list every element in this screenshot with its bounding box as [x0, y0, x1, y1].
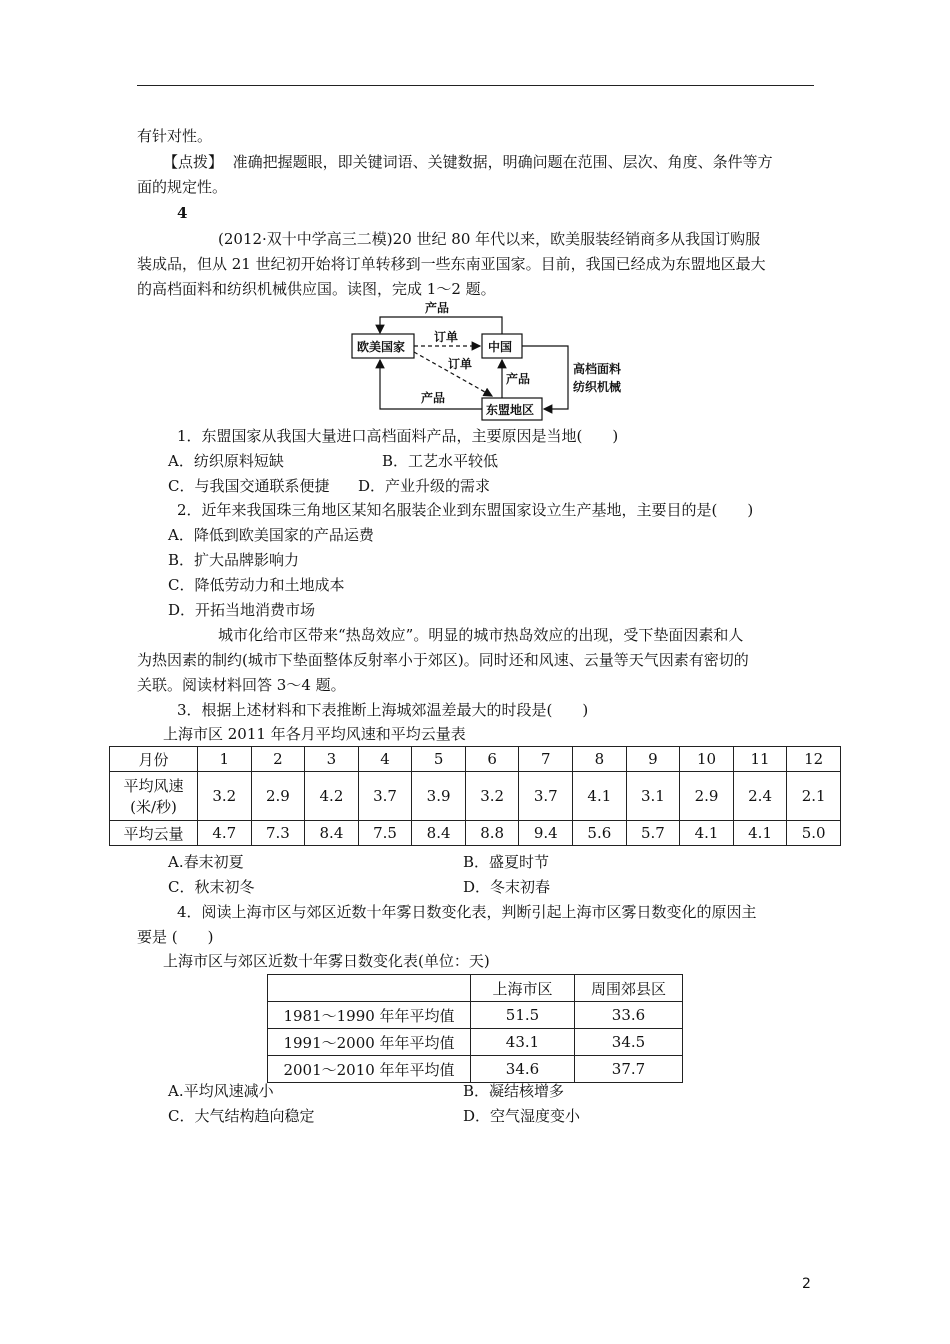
month-cell: 11 [733, 747, 787, 772]
month-cell: 8 [573, 747, 627, 772]
cloud-cell: 4.1 [680, 821, 734, 846]
q4-option-a: A.平均风速减小 [168, 1082, 274, 1100]
node-europe: 欧美国家 [357, 340, 406, 354]
q4-stem-2: 要是 ( ) [137, 928, 214, 946]
wind-cell: 3.1 [626, 772, 680, 821]
q1-option-a: A．纺织原料短缺 [168, 452, 284, 470]
passage1-line3: 的高档面料和纺织机械供应国。读图，完成 1～2 题。 [137, 280, 496, 298]
label-order-1: 订单 [434, 330, 459, 344]
q2-stem: 2．近年来我国珠三角地区某知名服装企业到东盟国家设立生产基地，主要目的是( ) [177, 501, 754, 519]
passage2-line2: 为热因素的制约(城市下垫面整体反射率小于郊区)。同时还和风速、云量等天气因素有密切的 [137, 651, 749, 669]
cloud-cell: 5.6 [573, 821, 627, 846]
city-cell: 51.5 [471, 1002, 575, 1029]
q2-option-c: C．降低劳动力和土地成本 [168, 576, 345, 594]
cloud-cell: 4.7 [198, 821, 252, 846]
page-number: 2 [802, 1276, 811, 1292]
q4-stem-1: 4．阅读上海市区与郊区近数十年雾日数变化表，判断引起上海市区雾日数变化的原因主 [177, 903, 757, 921]
wind-cell: 4.1 [573, 772, 627, 821]
period-cell: 1981～1990 年年平均值 [268, 1002, 471, 1029]
node-china: 中国 [488, 340, 513, 354]
suburb-cell: 34.5 [575, 1029, 683, 1056]
month-cell: 9 [626, 747, 680, 772]
tip-text-2: 面的规定性。 [137, 178, 228, 196]
month-cell: 4 [358, 747, 412, 772]
table-row [268, 1002, 683, 1029]
tip-text: 准确把握题眼，即关键词语、关键数据，明确问题在范围、层次、角度、条件等方 [232, 153, 773, 171]
cloud-cell: 5.7 [626, 821, 680, 846]
wind-cell: 4.2 [305, 772, 359, 821]
empty-header [268, 975, 471, 1002]
cloud-cell: 7.5 [358, 821, 412, 846]
q2-option-d: D．开拓当地消费市场 [168, 601, 316, 619]
cloud-cell: 8.4 [305, 821, 359, 846]
wind-label-2: (米/秒) [130, 798, 177, 816]
tip-line [163, 152, 773, 172]
q1-option-d: D．产业升级的需求 [358, 477, 491, 495]
period-cell: 2001～2010 年年平均值 [268, 1056, 471, 1083]
label-machinery: 纺织机械 [573, 380, 622, 394]
suburb-cell: 33.6 [575, 1002, 683, 1029]
table-row [268, 1029, 683, 1056]
passage1-line1: (2012·双十中学高三二模)20 世纪 80 年代以来，欧美服装经销商多从我国订购服 [218, 230, 761, 248]
header-rule [137, 85, 814, 86]
wind-cell: 2.1 [787, 772, 841, 821]
wind-label [110, 772, 198, 821]
month-cell: 2 [251, 747, 305, 772]
table-row [110, 821, 841, 846]
table2-title: 上海市区与郊区近数十年雾日数变化表(单位：天) [163, 952, 490, 970]
q4-option-b: B．凝结核增多 [463, 1082, 565, 1100]
label-order-2: 订单 [448, 357, 473, 371]
month-cell: 5 [412, 747, 466, 772]
passage2-line1: 城市化给市区带来“热岛效应”。明显的城市热岛效应的出现，受下垫面因素和人 [218, 626, 744, 644]
cloud-cell: 9.4 [519, 821, 573, 846]
month-cell: 7 [519, 747, 573, 772]
period-cell: 1991～2000 年年平均值 [268, 1029, 471, 1056]
intro-end: 有针对性。 [137, 127, 213, 145]
section-number: 4 [177, 204, 188, 222]
q3-option-b: B．盛夏时节 [463, 853, 550, 871]
wind-cell: 3.9 [412, 772, 466, 821]
table-row [268, 975, 683, 1002]
month-cell: 12 [787, 747, 841, 772]
q3-stem: 3．根据上述材料和下表推断上海城郊温差最大的时段是( ) [177, 701, 589, 719]
month-cell: 1 [198, 747, 252, 772]
node-asean: 东盟地区 [486, 403, 535, 417]
city-cell: 43.1 [471, 1029, 575, 1056]
passage1-line2: 装成品，但从 21 世纪初开始将订单转移到一些东南亚国家。目前，我国已经成为东盟地区最大 [137, 255, 766, 273]
q1-option-b: B．工艺水平较低 [382, 452, 499, 470]
wind-cell: 3.2 [198, 772, 252, 821]
suburb-cell: 37.7 [575, 1056, 683, 1083]
wind-cloud-table [109, 746, 841, 846]
table-row [110, 747, 841, 772]
cloud-cell: 8.4 [412, 821, 466, 846]
cloud-label: 平均云量 [110, 821, 198, 846]
q1-stem: 1．东盟国家从我国大量进口高档面料产品，主要原因是当地( ) [177, 427, 619, 445]
wind-label-1: 平均风速 [123, 777, 184, 795]
q3-option-c: C．秋末初冬 [168, 878, 255, 896]
city-cell: 34.6 [471, 1056, 575, 1083]
cloud-cell: 7.3 [251, 821, 305, 846]
month-cell: 3 [305, 747, 359, 772]
passage2-line3: 关联。阅读材料回答 3～4 题。 [137, 676, 346, 694]
table1-title: 上海市区 2011 年各月平均风速和平均云量表 [163, 725, 466, 743]
month-cell: 6 [465, 747, 519, 772]
cloud-cell: 5.0 [787, 821, 841, 846]
label-product-bottom: 产品 [421, 391, 446, 405]
cloud-cell: 8.8 [465, 821, 519, 846]
q1-option-c: C．与我国交通联系便捷 [168, 477, 330, 495]
header-city: 上海市区 [471, 975, 575, 1002]
wind-cell: 3.7 [519, 772, 573, 821]
wind-cell: 2.4 [733, 772, 787, 821]
label-product-mid: 产品 [506, 372, 531, 386]
wind-cell: 2.9 [251, 772, 305, 821]
trade-flow-diagram [344, 297, 644, 423]
q3-option-d: D．冬末初春 [463, 878, 551, 896]
label-product-top: 产品 [425, 301, 450, 315]
wind-cell: 3.7 [358, 772, 412, 821]
header-suburb: 周围郊县区 [575, 975, 683, 1002]
table-row [110, 772, 841, 821]
q3-option-a: A.春末初夏 [168, 853, 244, 871]
q2-option-a: A．降低到欧美国家的产品运费 [168, 526, 374, 544]
fog-days-table [267, 974, 683, 1083]
q2-option-b: B．扩大品牌影响力 [168, 551, 300, 569]
label-fabric: 高档面料 [573, 362, 622, 376]
q4-option-c: C．大气结构趋向稳定 [168, 1107, 315, 1125]
tip-label: 【点拨】 [163, 153, 224, 171]
wind-cell: 3.2 [465, 772, 519, 821]
header-month-label: 月份 [110, 747, 198, 772]
wind-cell: 2.9 [680, 772, 734, 821]
cloud-cell: 4.1 [733, 821, 787, 846]
month-cell: 10 [680, 747, 734, 772]
q4-option-d: D．空气湿度变小 [463, 1107, 581, 1125]
table-row [268, 1056, 683, 1083]
